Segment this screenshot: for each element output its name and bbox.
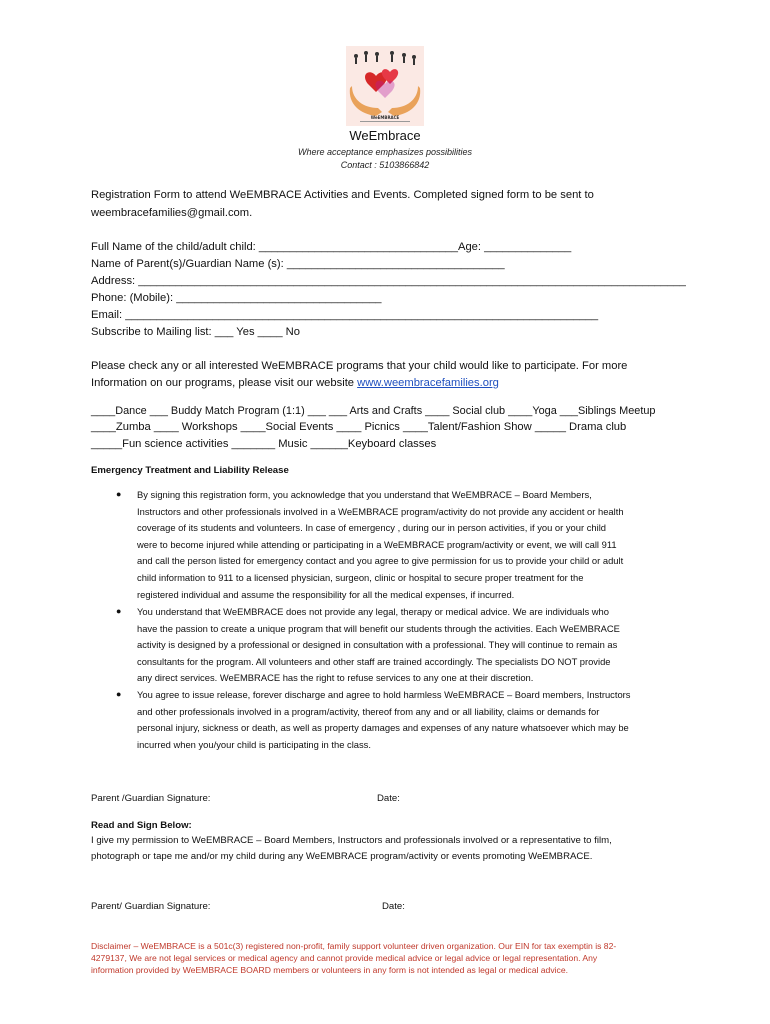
logo <box>346 46 424 126</box>
address-field[interactable]: Address: ________________________________________________________________________________________ <box>91 275 686 287</box>
tagline: Where acceptance emphasizes possibilities <box>297 147 473 157</box>
subscribe-field[interactable]: Subscribe to Mailing list: ___ Yes ____ No <box>91 326 300 338</box>
programs-row-1[interactable]: ____Dance ___ Buddy Match Program (1:1) ___ ___ Arts and Crafts ____ Social club ____Yoga ___Siblings Meetup <box>91 405 656 417</box>
programs-intro-line-1: Please check any or all interested WeEMBRACE programs that your child would like to participate. For more <box>91 360 628 372</box>
bullet-dot: ● <box>116 606 122 616</box>
programs-intro-line-2: Information on our programs, please visit our website www.weembracefamilies.org <box>91 377 499 389</box>
bullet-dot: ● <box>116 489 122 499</box>
contact-number: Contact : 5103866842 <box>340 160 430 170</box>
bullet-dot: ● <box>116 689 122 699</box>
disclaimer: Disclaimer – WeEMBRACE is a 501c(3) registered non-profit, family support volunteer driven organization. Our EIN for tax exemptin is 82- 4279137, We are not legal services or medical agency and cannot provide medical advice or legal advice or legal representation. Any information provided by WeEMBRACE BOARD members or volunteers in any form is not intended as legal or medical advice. <box>91 941 617 975</box>
liability-heading: Emergency Treatment and Liability Release <box>91 465 289 476</box>
email-field[interactable]: Email: ____________________________________________________________________________ <box>91 309 599 321</box>
signature-2-label[interactable]: Parent/ Guardian Signature: <box>91 901 211 912</box>
read-sign-line-1: I give my permission to WeEMBRACE – Board Members, Instructors and professionals involved or a representative to film, <box>91 835 612 846</box>
read-sign-heading: Read and Sign Below: <box>91 820 192 831</box>
signature-1-label[interactable]: Parent /Guardian Signature: <box>91 793 211 804</box>
svg-text:WeEMBRACE: WeEMBRACE <box>370 115 400 120</box>
signature-2-date[interactable]: Date: <box>382 901 405 912</box>
website-link[interactable]: www.weembracefamilies.org <box>357 377 499 389</box>
phone-field[interactable]: Phone: (Mobile): _________________________________ <box>91 292 382 304</box>
programs-row-2[interactable]: ____Zumba ____ Workshops ____Social Events ____ Picnics ____Talent/Fashion Show _____ Drama club <box>91 421 627 433</box>
heart-hands-icon <box>346 46 424 126</box>
liability-bullet-2: You understand that WeEMBRACE does not provide any legal, therapy or medical advice. We are individuals who have the passion to create a unique program that will benefit our students through the activities. Each WeEMBRACE activity is designed by a professional or designed in consultation with a professional. They will continue to remain as consultants for the program. All volunteers and other staff are trained accordingly. The specialists DO NOT provide any direct services. WeEMBRACE has the right to refuse services to any one at their discretion. <box>137 606 620 684</box>
programs-row-3[interactable]: _____Fun science activities _______ Music ______Keyboard classes <box>91 438 437 450</box>
intro-email: weembracefamilies@gmail.com. <box>91 207 253 219</box>
liability-bullet-3: You agree to issue release, forever discharge and agree to hold harmless WeEMBRACE – Board members, Instructors and other professionals involved in a program/activity, thereof from any and or all liability, claims or demands for personal injury, sickness or death, as well as property damages and expenses of any nature whatsoever which may be incurred when you/your child is participating in the class. <box>137 689 631 750</box>
signature-1-date[interactable]: Date: <box>377 793 400 804</box>
read-sign-line-2: photograph or tape me and/or my child during any WeEMBRACE program/activity or events promoting WeEMBRACE. <box>91 851 593 862</box>
intro-line-1: Registration Form to attend WeEMBRACE Activities and Events. Completed signed form to be sent to <box>91 189 594 201</box>
liability-bullet-1: By signing this registration form, you acknowledge that you understand that WeEMBRACE – Board Members, Instructors and other professionals involved in a WeEMBRACE program/activity do not provide any accident or health coverage of its students and volunteers. In case of emergency , during our in person activities, if you or your child were to become injured while attending or participating in a WeEMBRACE program/activity or event, we will call 911 and call the person listed for emergency contact and you agree to give permission for us to provide your child or adult child information to 911 to a licensed physician, surgeon, clinic or hospital to secure proper treatment for the registered individual and assume the responsibility for all the medical expenses, if incurred. <box>137 489 624 600</box>
org-name: WeEmbrace <box>349 128 421 143</box>
child-name-field[interactable]: Full Name of the child/adult child: ________________________________Age: ______________ <box>91 241 572 253</box>
parent-name-field[interactable]: Name of Parent(s)/Guardian Name (s): ___________________________________ <box>91 258 505 270</box>
